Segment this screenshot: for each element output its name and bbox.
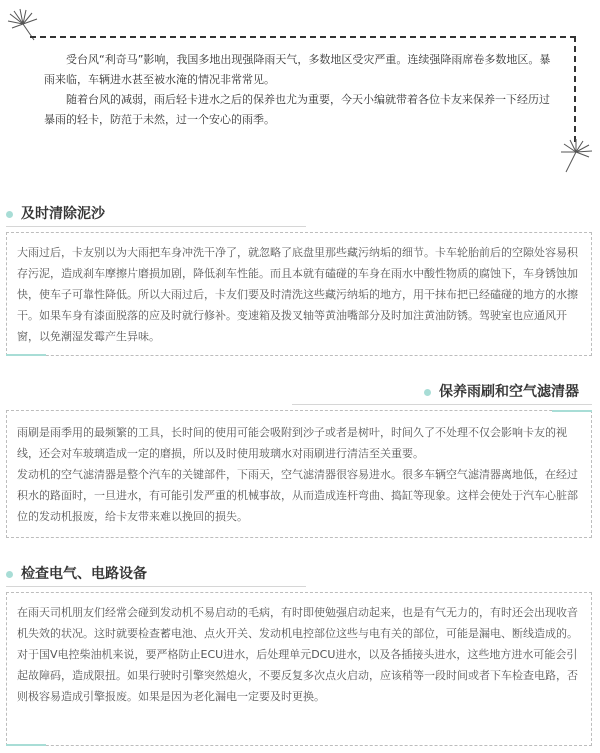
corner-accent — [6, 744, 46, 746]
section-title-wiper: 保养雨刷和空气滤清器 — [424, 382, 579, 402]
title-divider — [292, 404, 592, 405]
section-title-electric: 检查电气、电路设备 — [6, 564, 147, 584]
title-divider — [6, 586, 306, 587]
section-paragraph: 雨刷是雨季用的最频繁的工具，长时间的使用可能会吸附到沙子或者是树叶，时间久了不处理不仅会影响卡友的视线，还会对车玻璃造成一定的磨损，所以及时使用玻璃水对雨刷进行清洁至关重要。 — [17, 426, 567, 460]
section-text-electric — [17, 602, 583, 707]
corner-accent — [552, 410, 592, 412]
bullet-dot-icon — [6, 571, 13, 578]
section-title-mud: 及时清除泥沙 — [6, 204, 105, 224]
section-paragraph: 在雨天司机朋友们经常会碰到发动机不易启动的毛病，有时即使勉强启动起来，也是有气无力的，有时还会出现收音机失效的状况。这时就要检查蓄电池、点火开关、发动机电控部位这些与电有关的部位，可能是漏电、断线造成的。对于国V电控柴油机来说，要严格防止ECU进水，后处理单元DCU进水，以及各插接头进水，这些地方进水可能会引起故障码，造成限扭。如果行驶时引擎突然熄火，不要反复多次点火启动，应该稍等一段时间或者下车检查电路，否则极容易造成引擎报废。如果是因为老化漏电一定要及时更换。 — [17, 606, 578, 703]
bullet-dot-icon — [424, 389, 431, 396]
intro-paragraph: 随着台风的减弱，雨后轻卡进水之后的保养也尤为重要，今天小编就带着各位卡友来保养一下经历过暴雨的轻卡，防范于未然，过一个安心的雨季。 — [44, 93, 550, 126]
section-text-wiper — [17, 422, 583, 527]
bullet-dot-icon — [6, 211, 13, 218]
section-text-mud — [17, 242, 583, 347]
title-divider — [6, 226, 306, 227]
dandelion-icon — [556, 138, 596, 174]
intro-text — [44, 50, 560, 130]
corner-accent — [6, 354, 46, 356]
intro-paragraph: 受台风“利奇马”影响，我国多地出现强降雨天气，多数地区受灾严重。连续强降雨席卷多数地区。暴雨来临，车辆进水甚至被水淹的情况非常常见。 — [44, 53, 551, 86]
section-paragraph: 大雨过后，卡友别以为大雨把车身冲洗干净了，就忽略了底盘里那些藏污纳垢的细节。卡车轮胎前后的空隙处容易积存污泥，造成刹车摩擦片磨损加剧，降低刹车性能。而且本就有磕碰的车身在雨水中酸性物质的腐蚀下，车身锈蚀加快，使车子可靠性降低。所以大雨过后，卡友们要及时清洗这些藏污纳垢的地方，用干抹布把已经磕碰的地方的水擦干。如果车身有漆面脱落的应及时就行修补。变速箱及拨叉轴等黄油嘴部分及时加注黄油防锈。驾驶室也应通风开窗，以免潮湿发霉产生异味。 — [17, 246, 578, 343]
section-paragraph: 发动机的空气滤清器是整个汽车的关键部件，下雨天，空气滤清器很容易进水。很多车辆空气滤清器离地低，在经过积水的路面时，一旦进水，有可能引发严重的机械事故，从而造成连杆弯曲、捣缸等现象。这样会使处于汽车心脏部位的发动机报废，给卡友带来难以挽回的损失。 — [17, 468, 578, 523]
